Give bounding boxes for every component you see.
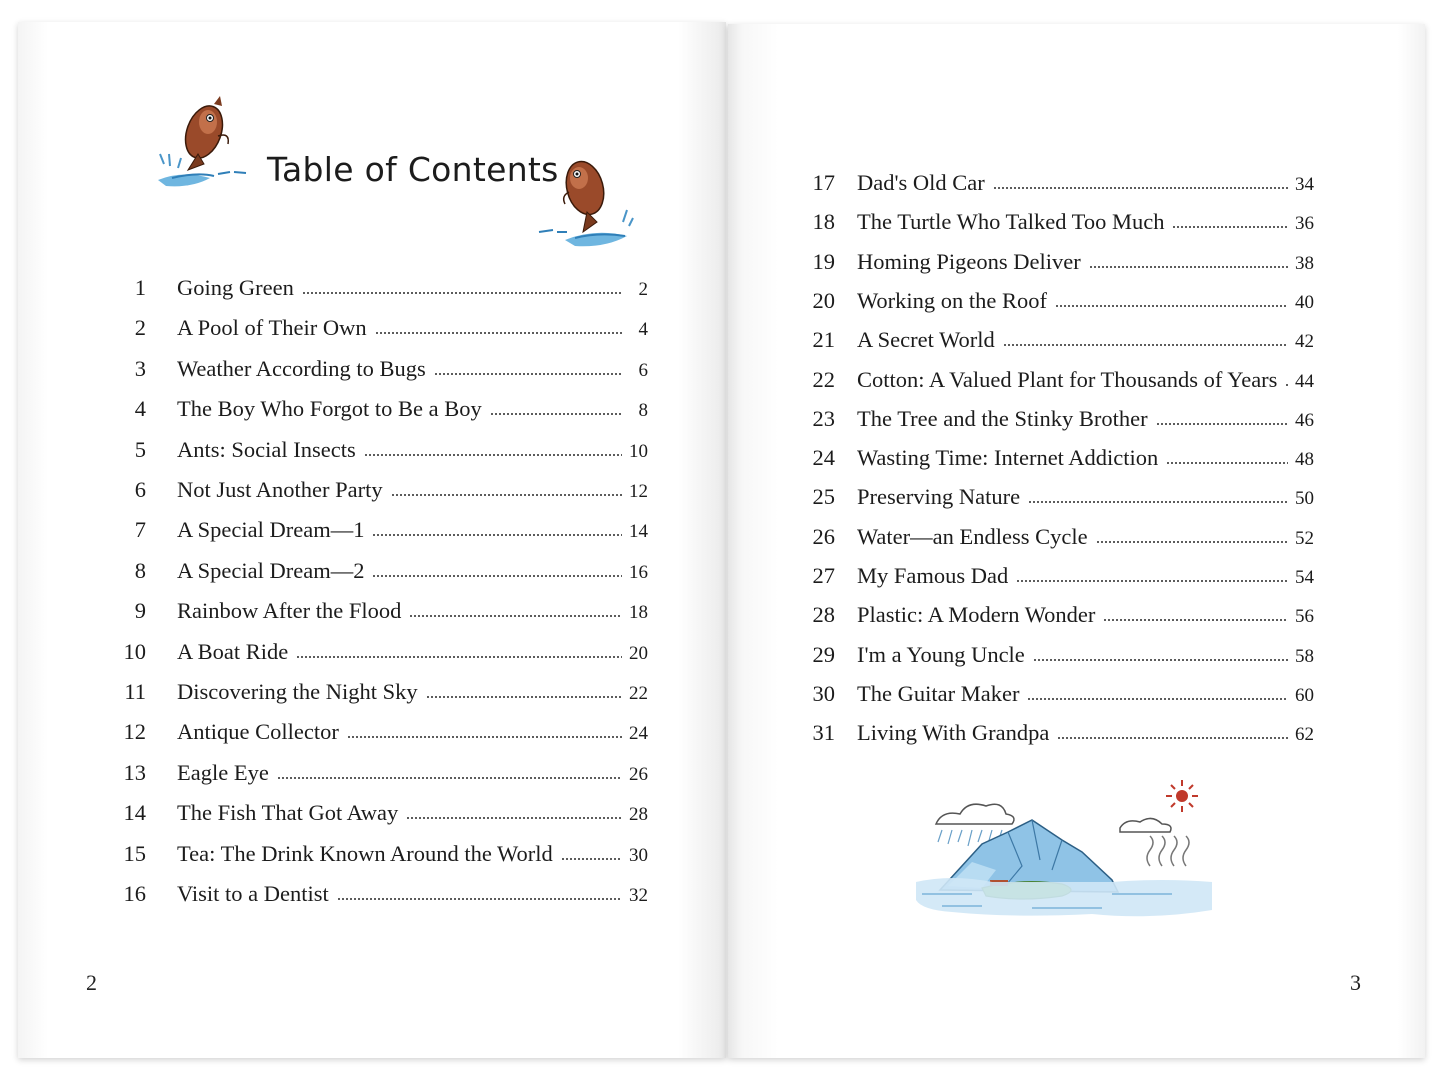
chapter-title: The Fish That Got Away xyxy=(177,800,399,826)
page-reference: 12 xyxy=(629,481,648,502)
dot-leader xyxy=(1089,266,1288,268)
chapter-number: 13 xyxy=(123,759,146,785)
dot-leader xyxy=(1016,580,1288,582)
chapter-title: Eagle Eye xyxy=(177,759,269,785)
chapter-number: 20 xyxy=(812,287,835,313)
chapter-number: 5 xyxy=(134,436,146,462)
dot-leader xyxy=(409,615,622,617)
dot-leader xyxy=(1166,462,1288,464)
chapter-number: 31 xyxy=(812,720,835,746)
page-reference: 60 xyxy=(1295,684,1314,706)
chapter-title: I'm a Young Uncle xyxy=(857,641,1025,667)
page-number-right: 3 xyxy=(1350,970,1361,995)
dot-leader xyxy=(1285,384,1288,386)
page-reference: 30 xyxy=(629,844,648,866)
chapter-number: 2 xyxy=(134,315,146,341)
dot-leader xyxy=(406,817,622,819)
chapter-number: 28 xyxy=(812,602,835,628)
chapter-title: Tea: The Drink Known Around the World xyxy=(177,840,553,866)
toc-entry xyxy=(110,798,648,828)
dot-leader xyxy=(277,777,622,779)
page-reference: 56 xyxy=(1295,606,1314,628)
chapter-title: Going Green xyxy=(177,275,294,300)
toc-entry xyxy=(110,637,648,667)
dot-leader xyxy=(1027,698,1288,700)
toc-entry xyxy=(800,718,1314,748)
page-reference: 24 xyxy=(629,723,648,745)
toc-entry xyxy=(110,475,648,505)
page-reference: 10 xyxy=(629,440,648,462)
dot-leader xyxy=(372,534,622,536)
chapter-number: 22 xyxy=(812,366,835,392)
chapter-title: The Guitar Maker xyxy=(857,680,1020,706)
chapter-title: A Special Dream—2 xyxy=(177,557,365,583)
page-reference: 14 xyxy=(629,521,648,543)
chapter-title: Visit to a Dentist xyxy=(177,881,329,906)
toc-entry xyxy=(800,247,1314,277)
chapter-title: Homing Pigeons Deliver xyxy=(857,248,1081,274)
chapter-title: Living With Grandpa xyxy=(857,720,1050,746)
chapter-number: 19 xyxy=(812,248,835,274)
toc-entry xyxy=(800,482,1314,512)
chapter-number: 30 xyxy=(812,680,835,706)
page-reference: 48 xyxy=(1295,449,1314,471)
chapter-title: Rainbow After the Flood xyxy=(177,598,402,624)
dot-leader xyxy=(1096,541,1288,543)
chapter-title: A Special Dream—1 xyxy=(177,517,365,543)
page-reference: 46 xyxy=(1295,409,1314,431)
toc-entry xyxy=(800,168,1314,198)
dot-leader xyxy=(364,454,622,456)
toc-entry xyxy=(800,404,1314,434)
chapter-number: 9 xyxy=(134,598,146,624)
chapter-title: The Tree and the Stinky Brother xyxy=(857,405,1148,431)
page-reference: 50 xyxy=(1295,488,1314,510)
toc-entry xyxy=(800,600,1314,630)
chapter-number: 24 xyxy=(812,445,835,471)
chapter-title: Preserving Nature xyxy=(857,484,1021,510)
page-reference: 34 xyxy=(1295,174,1314,195)
chapter-title: Plastic: A Modern Wonder xyxy=(857,602,1096,628)
chapter-number: 7 xyxy=(134,517,146,543)
page-reference: 28 xyxy=(629,804,648,826)
toc-entry xyxy=(110,515,648,545)
page-reference: 2 xyxy=(638,279,648,300)
toc-entry xyxy=(800,443,1314,473)
page-reference: 52 xyxy=(1295,527,1314,549)
dot-leader xyxy=(296,656,622,658)
chapter-number: 17 xyxy=(812,170,835,195)
page-reference: 6 xyxy=(638,359,648,381)
page-reference: 62 xyxy=(1295,724,1314,746)
chapter-title: Discovering the Night Sky xyxy=(177,679,418,704)
chapter-number: 16 xyxy=(123,881,146,906)
toc-entry xyxy=(800,522,1314,552)
chapter-title: Antique Collector xyxy=(177,719,339,745)
page-reference: 18 xyxy=(629,602,648,624)
dot-leader xyxy=(1103,619,1288,621)
chapter-title: A Secret World xyxy=(857,327,995,353)
chapter-number: 29 xyxy=(812,641,835,667)
chapter-number: 15 xyxy=(123,840,146,866)
page-reference: 16 xyxy=(629,561,648,583)
page-reference: 32 xyxy=(629,885,648,906)
dot-leader xyxy=(302,292,622,294)
dot-leader xyxy=(426,696,622,698)
page-reference: 40 xyxy=(1295,291,1314,313)
dot-leader xyxy=(375,332,622,334)
page-reference: 44 xyxy=(1295,370,1314,392)
chapter-title: My Famous Dad xyxy=(857,563,1009,588)
toc-entry xyxy=(110,556,648,586)
page-reference: 4 xyxy=(638,319,648,341)
toc-entry xyxy=(800,286,1314,316)
dot-leader xyxy=(434,373,622,375)
dot-leader xyxy=(1172,226,1288,228)
chapter-title: Wasting Time: Internet Addiction xyxy=(857,445,1159,471)
chapter-title: Weather According to Bugs xyxy=(177,355,426,381)
toc-entry xyxy=(110,313,648,343)
page-reference: 26 xyxy=(629,763,648,785)
dot-leader xyxy=(391,494,622,496)
toc-entry xyxy=(110,879,648,909)
page-title: Table of Contents xyxy=(267,150,559,189)
dot-leader xyxy=(1055,305,1288,307)
dot-leader xyxy=(372,575,622,577)
page-reference: 22 xyxy=(629,683,648,704)
chapter-title: Cotton: A Valued Plant for Thousands of Years xyxy=(857,366,1278,392)
chapter-title: Dad's Old Car xyxy=(857,170,985,195)
dot-leader xyxy=(490,413,622,415)
page-reference: 54 xyxy=(1295,567,1314,588)
dot-leader xyxy=(1028,501,1288,503)
toc-entry xyxy=(110,677,648,707)
chapter-number: 25 xyxy=(812,484,835,510)
page-reference: 20 xyxy=(629,642,648,664)
chapter-title: Working on the Roof xyxy=(857,287,1048,313)
chapter-number: 14 xyxy=(123,800,146,826)
chapter-title: Ants: Social Insects xyxy=(177,436,356,462)
toc-entry xyxy=(800,365,1314,395)
dot-leader xyxy=(993,187,1288,189)
page-reference: 58 xyxy=(1295,645,1314,667)
toc-entry xyxy=(110,758,648,788)
toc-entry xyxy=(110,596,648,626)
chapter-title: A Boat Ride xyxy=(177,638,289,664)
chapter-title: A Pool of Their Own xyxy=(177,315,367,341)
toc-entry xyxy=(110,717,648,747)
toc-entry xyxy=(110,839,648,869)
dot-leader xyxy=(1003,344,1288,346)
dot-leader xyxy=(1057,737,1288,739)
jumping-fish-icon xyxy=(152,92,262,192)
toc-entry xyxy=(800,207,1314,237)
chapter-title: Water—an Endless Cycle xyxy=(857,523,1088,549)
dot-leader xyxy=(347,736,622,738)
chapter-number: 3 xyxy=(134,355,146,381)
chapter-number: 23 xyxy=(812,405,835,431)
dot-leader xyxy=(561,858,622,860)
toc-entry xyxy=(110,273,648,303)
chapter-number: 8 xyxy=(134,557,146,583)
chapter-title: The Boy Who Forgot to Be a Boy xyxy=(177,396,482,422)
page-reference: 42 xyxy=(1295,331,1314,353)
water-cycle-illustration xyxy=(912,770,1222,920)
chapter-number: 6 xyxy=(134,477,146,502)
chapter-number: 26 xyxy=(812,523,835,549)
chapter-number: 4 xyxy=(134,396,146,422)
toc-entry xyxy=(800,325,1314,355)
dot-leader xyxy=(1033,659,1288,661)
chapter-title: Not Just Another Party xyxy=(177,477,383,502)
chapter-number: 27 xyxy=(812,563,835,588)
jumping-fish-icon xyxy=(535,152,640,252)
chapter-title: The Turtle Who Talked Too Much xyxy=(857,209,1165,235)
dot-leader xyxy=(1156,423,1288,425)
page-reference: 38 xyxy=(1295,252,1314,274)
chapter-number: 18 xyxy=(812,209,835,235)
chapter-number: 21 xyxy=(812,327,835,353)
toc-entry xyxy=(800,640,1314,670)
dot-leader xyxy=(337,898,622,900)
toc-entry xyxy=(110,435,648,465)
chapter-number: 11 xyxy=(124,679,146,704)
page-reference: 8 xyxy=(638,400,648,422)
page-number-left: 2 xyxy=(86,970,97,995)
toc-entry xyxy=(110,394,648,424)
toc-entry xyxy=(800,561,1314,591)
chapter-number: 1 xyxy=(134,275,146,300)
chapter-number: 12 xyxy=(123,719,146,745)
toc-entry xyxy=(800,679,1314,709)
chapter-number: 10 xyxy=(123,638,146,664)
page-reference: 36 xyxy=(1295,213,1314,235)
toc-entry xyxy=(110,354,648,384)
